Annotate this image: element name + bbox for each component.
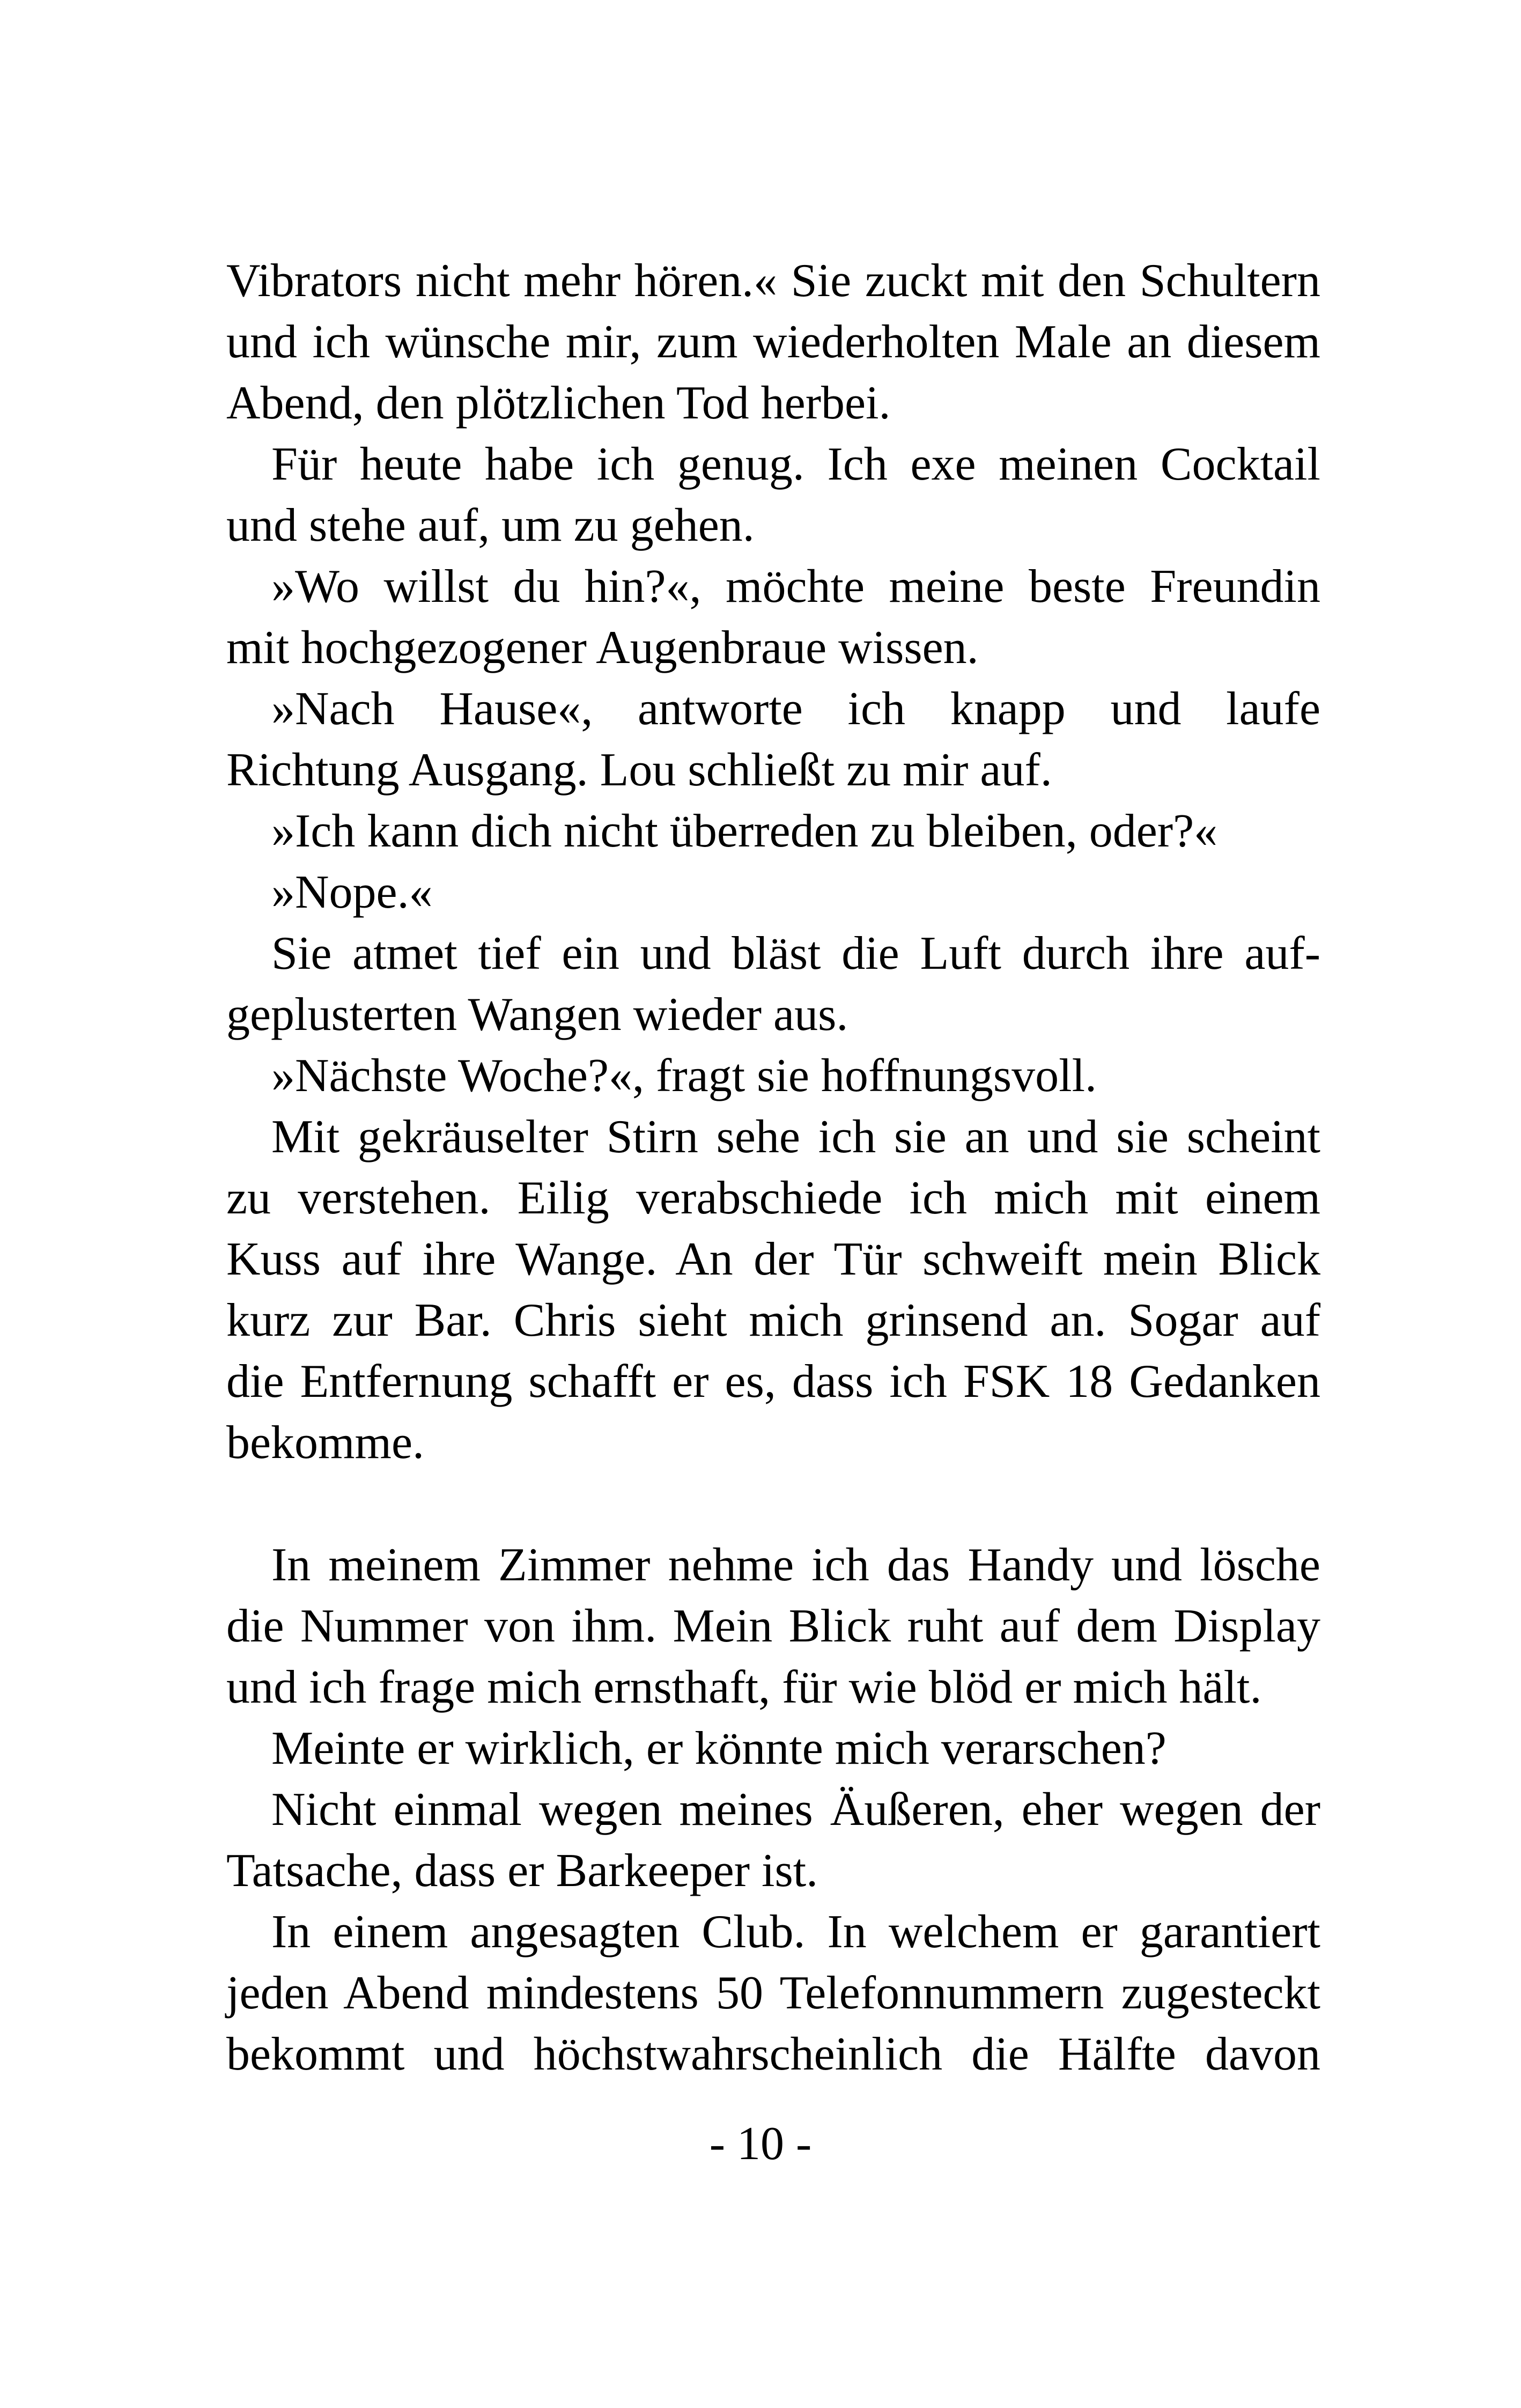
- body-text: [226, 251, 1320, 2085]
- scene-break: [226, 1474, 1320, 1535]
- text-line: »Nächste Woche?«, fragt sie hoffnungsvoll.: [271, 1050, 1097, 1102]
- text-line: kurz zur Bar. Chris sieht mich grinsend an. Sogar auf: [226, 1294, 1320, 1346]
- text-line: Mit gekräuselter Stirn sehe ich sie an und sie scheint: [271, 1111, 1320, 1163]
- text-line: bekomme.: [226, 1417, 425, 1469]
- text-line: Tatsache, dass er Barkeeper ist.: [226, 1845, 818, 1897]
- text-line: bekommt und höchstwahrscheinlich die Hälfte davon: [226, 2028, 1320, 2080]
- text-line: In meinem Zimmer nehme ich das Handy und lösche: [271, 1539, 1320, 1591]
- text-line: Kuss auf ihre Wange. An der Tür schweift mein Blick: [226, 1233, 1320, 1285]
- text-line: mit hochgezogener Augenbraue wissen.: [226, 622, 979, 674]
- text-line: geplusterten Wangen wieder aus.: [226, 989, 848, 1041]
- text-line: zu verstehen. Eilig verabschiede ich mich mit einem: [226, 1172, 1320, 1224]
- text-line: Für heute habe ich genug. Ich exe meinen Cocktail: [271, 438, 1320, 490]
- text-line: Meinte er wirklich, er könnte mich verarschen?: [271, 1722, 1166, 1774]
- text-line: In einem angesagten Club. In welchem er garantiert: [271, 1906, 1320, 1958]
- text-line: und ich frage mich ernsthaft, für wie blöd er mich hält.: [226, 1661, 1262, 1713]
- text-line: »Nach Hause«, antworte ich knapp und laufe: [271, 683, 1320, 735]
- text-line: »Ich kann dich nicht überreden zu bleiben, oder?«: [271, 805, 1218, 857]
- text-line: die Nummer von ihm. Mein Blick ruht auf dem Display: [226, 1600, 1320, 1652]
- page-number: - 10 -: [709, 2118, 812, 2170]
- text-line: »Nope.«: [271, 866, 433, 918]
- text-line: Nicht einmal wegen meines Äußeren, eher wegen der: [271, 1784, 1320, 1836]
- text-line: Vibrators nicht mehr hören.« Sie zuckt mit den Schultern: [226, 255, 1320, 307]
- text-line: jeden Abend mindestens 50 Telefonnummern zugesteckt: [226, 1967, 1320, 2019]
- text-line: Abend, den plötzlichen Tod herbei.: [226, 377, 891, 429]
- text-line: und stehe auf, um zu gehen.: [226, 499, 755, 551]
- text-line: »Wo willst du hin?«, möchte meine beste Freundin: [271, 561, 1320, 613]
- text-line: die Entfernung schafft er es, dass ich FSK 18 Gedanken: [226, 1356, 1320, 1408]
- text-line: Richtung Ausgang. Lou schließt zu mir auf.: [226, 744, 1052, 796]
- text-line: und ich wünsche mir, zum wiederholten Male an diesem: [226, 316, 1320, 368]
- text-line: Sie atmet tief ein und bläst die Luft durch ihre auf-: [271, 927, 1320, 980]
